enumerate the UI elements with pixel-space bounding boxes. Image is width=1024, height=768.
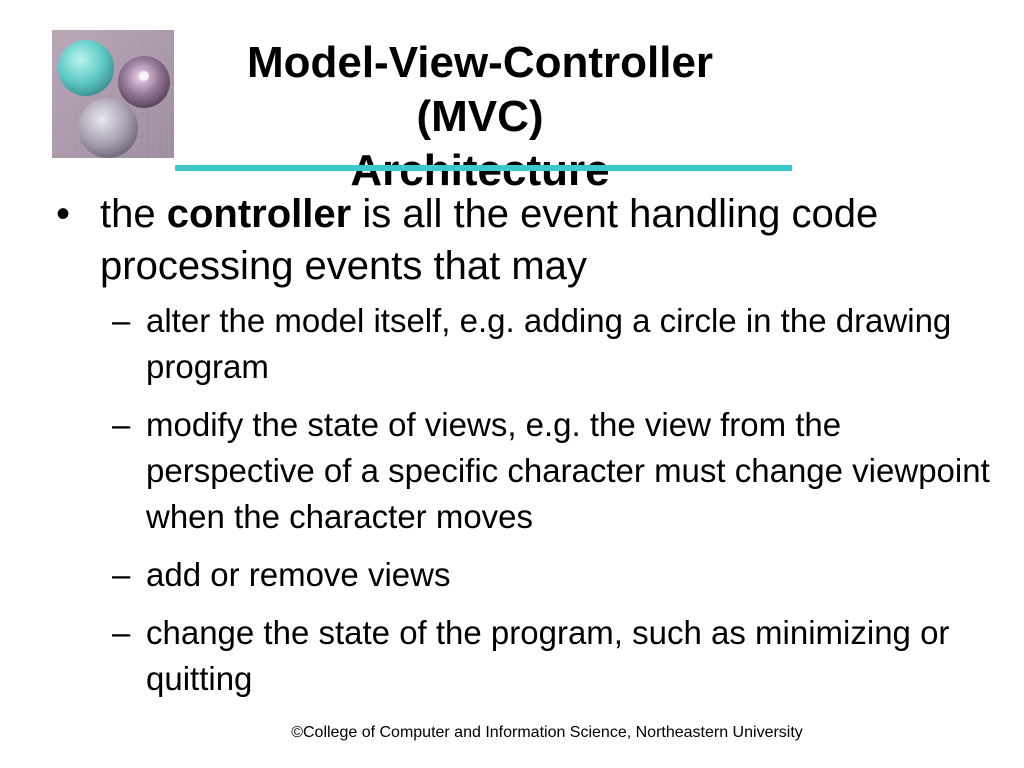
sub-bullet-marker: – xyxy=(112,406,131,443)
sub-bullet-3 xyxy=(56,552,996,598)
sub-bullet-4 xyxy=(56,610,996,702)
sub-bullet-text: change the state of the program, such as minimizing or quitting xyxy=(146,614,950,697)
bullet-suffix: is all the event handling code processing events that may xyxy=(100,192,879,288)
bullet-bold-term: controller xyxy=(166,192,352,236)
sub-bullet-2 xyxy=(56,402,996,540)
sub-bullet-text: alter the model itself, e.g. adding a circle in the drawing program xyxy=(146,302,952,385)
title-underline-rule xyxy=(175,165,792,171)
main-bullet xyxy=(56,188,996,292)
bullet-prefix: the xyxy=(100,192,167,236)
sub-bullet-text: add or remove views xyxy=(146,556,451,593)
sub-bullet-marker: – xyxy=(112,614,131,651)
copyright-footer: ©College of Computer and Information Science, Northeastern University xyxy=(291,724,803,741)
sub-bullet-1 xyxy=(56,298,996,390)
slide-title xyxy=(180,36,780,198)
sub-bullet-marker: – xyxy=(112,556,131,593)
decorative-spheres-logo xyxy=(52,30,174,158)
slide-title-line-1: Model-View-Controller (MVC) xyxy=(246,38,714,141)
sub-bullet-text: modify the state of views, e.g. the view from the perspective of a specific character must change viewpoint when the character moves xyxy=(146,406,990,535)
slide-body xyxy=(56,188,996,714)
bullet-marker: • xyxy=(56,192,71,236)
sub-bullet-marker: – xyxy=(112,302,131,339)
